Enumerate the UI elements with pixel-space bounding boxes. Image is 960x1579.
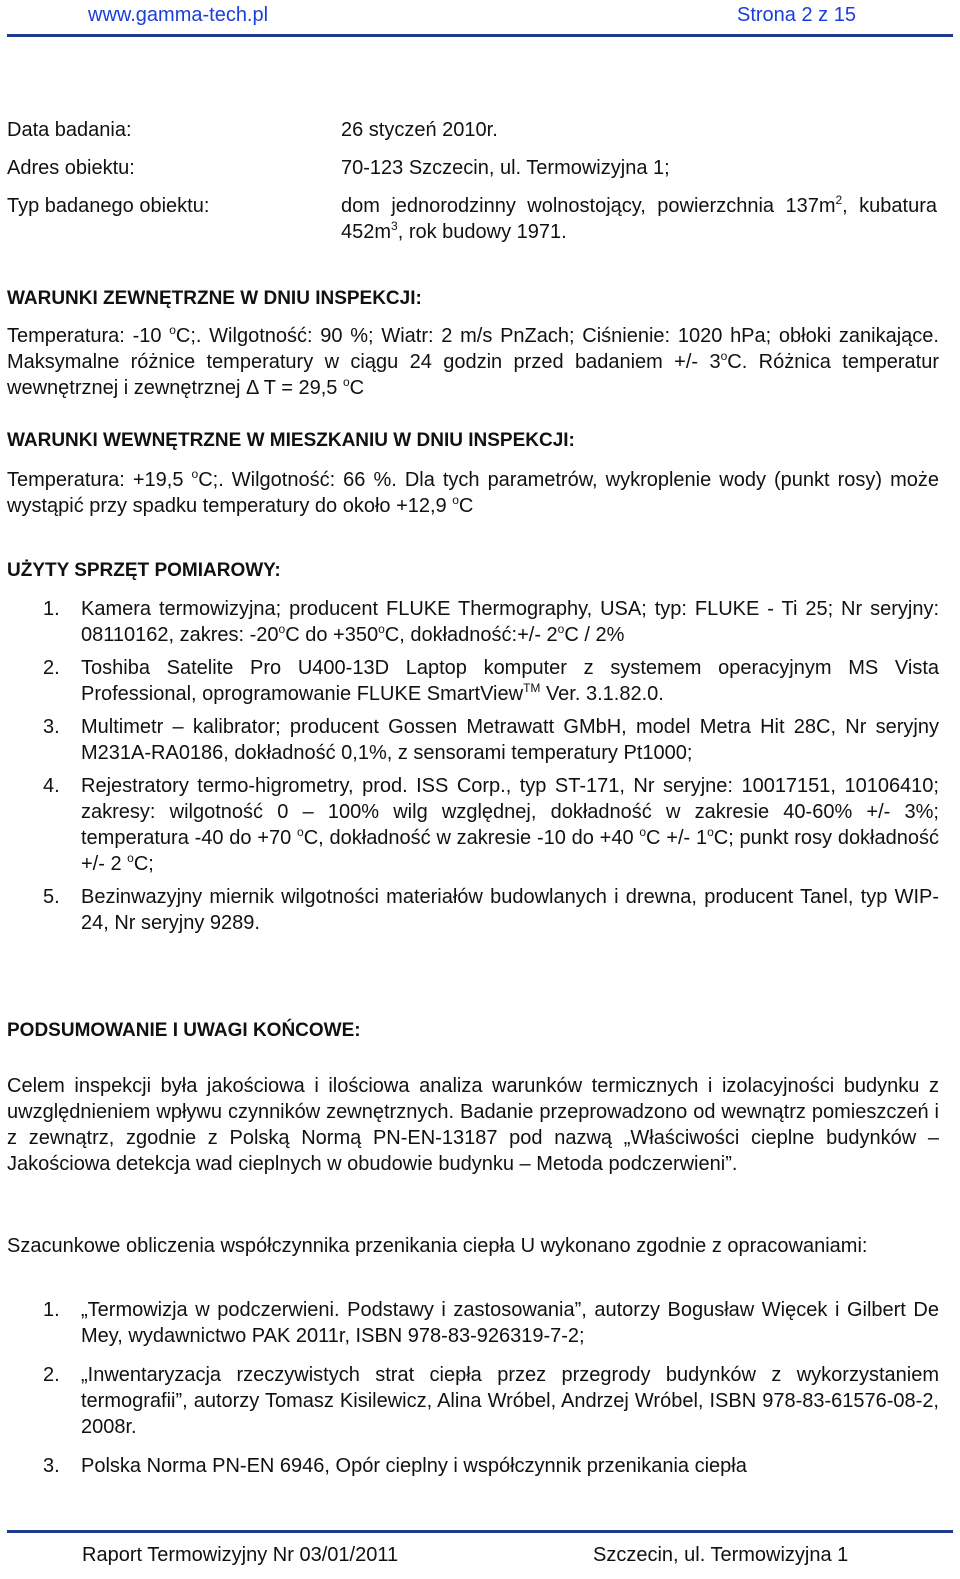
page-number: Strona 2 z 15 (737, 4, 856, 26)
info-row-date (7, 117, 937, 143)
info-row-type (7, 193, 937, 245)
internal-conditions-heading: WARUNKI WEWNĘTRZNE W MIESZKANIU W DNIU INSPEKCJI: (7, 430, 575, 451)
date-value: 26 styczeń 2010r. (341, 119, 498, 141)
type-label: Typ badanego obiektu: (7, 195, 210, 217)
list-item: 2. „Inwentaryzacja rzeczywistych strat ciepła przez przegrody budynków z wykorzystaniem termografii”, autorzy Tomasz Kisilewicz, Alina Wróbel, Andrzej Wróbel, ISBN 978-83-61576-08-2, 2008r. (43, 1364, 939, 1438)
summary-paragraph: Celem inspekcji była jakościowa i ilościowa analiza warunków termicznych i izolacyjności budynku z uwzględnieniem wpływu czynników zewnętrznych. Badanie przeprowadzono od wewnątrz pomieszczeń i z zewnątrz, zgodnie z Polską Normą PN-EN-13187 pod nazwą „Właściwości cieplne budynków – Jakościowa detekcja wad cieplnych w obudowie budynku – Metoda podczerwieni”. (7, 1075, 939, 1175)
equipment-heading: UŻYTY SPRZĘT POMIAROWY: (7, 560, 281, 581)
footer-rule (7, 1530, 953, 1533)
date-label: Data badania: (7, 119, 132, 141)
references-list (7, 1297, 939, 1479)
address-value: 70-123 Szczecin, ul. Termowizyjna 1; (341, 157, 670, 179)
info-row-address (7, 155, 937, 181)
list-item: 1. Kamera termowizyjna; producent FLUKE Thermography, USA; typ: FLUKE - Ti 25; Nr seryjny: 08110162, zakres: -20$^o$C do $+350^oC$, dokładność:+/- 2$^o$C / 2% (43, 598, 939, 646)
list-item: 3. Polska Norma PN-EN 6946, Opór cieplny i współczynnik przenikania ciepła (43, 1455, 747, 1477)
external-conditions-text: Temperatura: -10 $^o$C;. Wilgotność: 90 %; Wiatr: 2 m/s PnZach; Ciśnienie: 1020 hPa; obłoki zanikające. Maksymalne różnice temperatury w ciągu 24 godzin przed badaniem +/- 3$^o$C. Różnica temperatur wewnętrznej i zewnętrznej Δ T = 29,5 $^o$C (7, 323, 939, 399)
list-item: 3. Multimetr – kalibrator; producent Gossen Metrawatt GMbH, model Metra Hit 28C, Nr seryjny M231A-RA0186, dokładność 0,1%, z sensorami temperatury Pt1000; (43, 716, 939, 764)
type-value: dom jednorodzinny wolnostojący, powierzchnia $137m^2$, kubatura $452m^3$, rok budowy 1971. (341, 193, 937, 243)
header-rule (7, 34, 953, 37)
list-item: 5. Bezinwazyjny miernik wilgotności materiałów budowlanych i drewna, producent Tanel, typ WIP-24, Nr seryjny 9289. (43, 886, 939, 934)
external-conditions-heading: WARUNKI ZEWNĘTRZNE W DNIU INSPEKCJI: (7, 288, 422, 309)
inspection-info (7, 117, 937, 245)
list-item: 4. Rejestratory termo-higrometry, prod. ISS Corp., typ ST-171, Nr seryjne: 10017151, 10106410; zakresy: wilgotność 0 – 100% wilg względnej, dokładność w zakresie 40-60% +/- 3%; temperatura -40 do +70 $^o$C, dokładność w zakresie -10 do +40 $^o$C +/- 1$^o$C; punkt rosy dokładność +/- 2 $^o$C; (43, 775, 939, 875)
list-item: 2. Toshiba Satelite Pro U400-13D Laptop komputer z systemem operacyjnym MS Vista Professional, oprogramowanie FLUKE SmartView™ Ver. 3.1.82.0. (43, 657, 939, 705)
website-link[interactable]: www.gamma-tech.pl (88, 4, 269, 26)
internal-conditions-text: Temperatura: +19,5 $^o$C;. Wilgotność: 66 %. Dla tych parametrów, wykroplenie wody (punkt rosy) może wystąpić przy spadku temperatury do około +12,9 $^o$C (7, 467, 939, 517)
list-item: 1. „Termowizja w podczerwieni. Podstawy i zastosowania”, autorzy Bogusław Więcek i Gilbert De Mey, wydawnictwo PAK 2011r, ISBN 978-83-926319-7-2; (43, 1299, 939, 1347)
equipment-list (7, 596, 939, 936)
report-number: Raport Termowizyjny Nr 03/01/2011 (82, 1544, 399, 1566)
calculation-paragraph: Szacunkowe obliczenia współczynnika przenikania ciepła U wykonano zgodnie z opracowaniami: (7, 1235, 868, 1257)
summary-heading: PODSUMOWANIE I UWAGI KOŃCOWE: (7, 1020, 361, 1041)
address-label: Adres obiektu: (7, 157, 135, 179)
footer-location: Szczecin, ul. Termowizyjna 1 (593, 1544, 849, 1566)
